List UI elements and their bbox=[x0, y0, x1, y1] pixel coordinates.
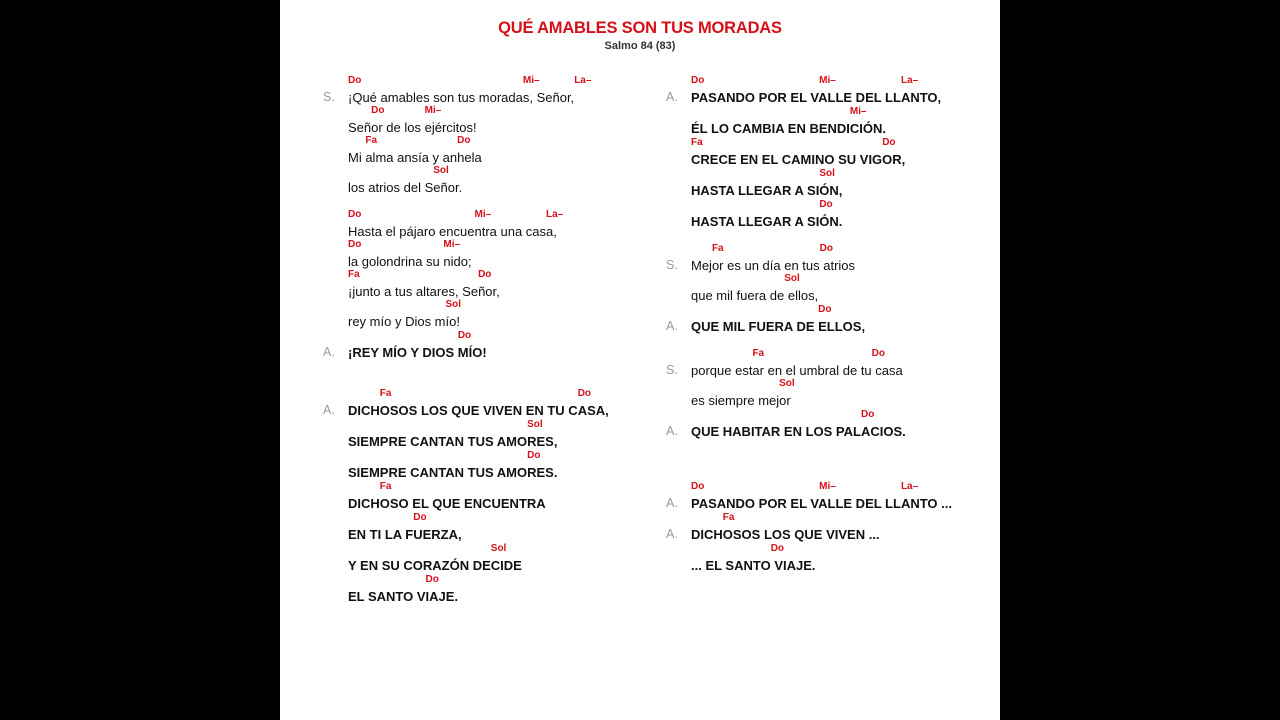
lyric-text: DICHOSOS LOS QUE VIVEN EN TU CASA, bbox=[348, 403, 609, 418]
lyric-text: PASANDO POR EL VALLE DEL LLANTO ... bbox=[691, 496, 952, 511]
lyric-text: PASANDO POR EL VALLE DEL LLANTO, bbox=[691, 90, 942, 105]
lyric-text: DICHOSO EL QUE ENCUENTRA bbox=[348, 496, 546, 511]
lyric-text: EL SANTO VIAJE. bbox=[348, 589, 459, 604]
chord-label: Fa bbox=[379, 481, 392, 492]
lyric-text: ... EL SANTO VIAJE. bbox=[691, 558, 816, 573]
chord-label: Do bbox=[882, 137, 896, 148]
chord-label: Fa bbox=[348, 269, 360, 280]
chord-label: Mi– bbox=[424, 105, 442, 116]
chord-label: Sol bbox=[819, 168, 835, 179]
chord-label: La– bbox=[546, 209, 564, 220]
lyric-text: SIEMPRE CANTAN TUS AMORES, bbox=[348, 434, 558, 449]
chord-label: Sol bbox=[445, 299, 462, 310]
lyric-text: Señor de los ejércitos! bbox=[348, 120, 477, 135]
chord-label: Fa bbox=[752, 348, 765, 359]
lyric-text: ÉL LO CAMBIA EN BENDICIÓN. bbox=[691, 121, 887, 136]
lyric-text: Y EN SU CORAZÓN DECIDE bbox=[348, 558, 522, 573]
chord-label: Do bbox=[577, 388, 592, 399]
chord-label: Mi– bbox=[849, 106, 867, 117]
role-marker: A. bbox=[323, 403, 335, 417]
lyric-text: CRECE EN EL CAMINO SU VIGOR, bbox=[691, 152, 906, 167]
lyric-text: la golondrina su nido; bbox=[348, 254, 472, 269]
chord-label: Do bbox=[371, 105, 385, 116]
role-marker: A. bbox=[666, 496, 678, 510]
chord-label: Mi– bbox=[819, 75, 836, 86]
chord-label: Do bbox=[348, 239, 362, 250]
lyric-text: que mil fuera de ellos, bbox=[691, 288, 819, 303]
chord-label: Mi– bbox=[443, 239, 461, 250]
song-subtitle: Salmo 84 (83) bbox=[604, 40, 676, 52]
chord-label: Do bbox=[691, 481, 705, 492]
chord-label: Sol bbox=[433, 165, 449, 176]
chord-label: Fa bbox=[365, 135, 378, 146]
chord-label: Fa bbox=[711, 243, 724, 254]
chord-label: Mi– bbox=[474, 209, 492, 220]
role-marker: A. bbox=[666, 319, 678, 333]
lyric-text: ¡junto a tus altares, Señor, bbox=[348, 284, 500, 299]
chord-label: Do bbox=[819, 243, 833, 254]
chord-label: Do bbox=[819, 199, 833, 210]
chord-label: Do bbox=[478, 269, 492, 280]
role-marker: A. bbox=[666, 424, 678, 438]
lyric-text: porque estar en el umbral de tu casa bbox=[691, 363, 903, 378]
song-title: QUÉ AMABLES SON TUS MORADAS bbox=[498, 19, 782, 37]
chord-label: Do bbox=[348, 75, 362, 86]
role-marker: A. bbox=[666, 527, 678, 541]
lyric-text: ¡Qué amables son tus moradas, Señor, bbox=[348, 90, 575, 105]
lyric-text: SIEMPRE CANTAN TUS AMORES. bbox=[348, 465, 558, 480]
role-marker: S. bbox=[323, 90, 335, 104]
lyric-text: DICHOSOS LOS QUE VIVEN ... bbox=[691, 527, 880, 542]
lyric-text: los atrios del Señor. bbox=[348, 180, 463, 195]
chord-label: Mi– bbox=[522, 75, 540, 86]
role-marker: A. bbox=[323, 345, 335, 359]
chord-label: Do bbox=[457, 135, 471, 146]
lyric-text: HASTA LLEGAR A SIÓN. bbox=[691, 214, 843, 229]
lyric-text: QUE HABITAR EN LOS PALACIOS. bbox=[691, 424, 906, 439]
chord-label: Fa bbox=[379, 388, 392, 399]
chord-label: Sol bbox=[784, 273, 800, 284]
chord-label: Do bbox=[425, 574, 439, 585]
chord-label: Do bbox=[871, 348, 886, 359]
chord-label: Do bbox=[860, 409, 875, 420]
lyric-text: QUE MIL FUERA DE ELLOS, bbox=[691, 319, 866, 334]
chord-label: Fa bbox=[691, 137, 703, 148]
chord-label: Sol bbox=[527, 419, 543, 430]
chord-label: Do bbox=[770, 543, 785, 554]
chord-label: La– bbox=[574, 75, 592, 86]
chord-label: Fa bbox=[722, 512, 735, 523]
chord-label: La– bbox=[900, 481, 919, 492]
chord-label: Mi– bbox=[819, 481, 836, 492]
chord-label: Do bbox=[457, 330, 472, 341]
role-marker: A. bbox=[666, 90, 678, 104]
chord-label: Sol bbox=[490, 543, 507, 554]
lyric-text: rey mío y Dios mío! bbox=[348, 314, 460, 329]
lyric-text: Hasta el pájaro encuentra una casa, bbox=[348, 224, 557, 239]
lyric-text: Mi alma ansía y anhela bbox=[348, 150, 482, 165]
lyric-text: HASTA LLEGAR A SIÓN, bbox=[691, 183, 843, 198]
lyric-text: EN TI LA FUERZA, bbox=[348, 527, 462, 542]
song-sheet bbox=[280, 0, 1000, 720]
chord-label: Do bbox=[818, 304, 832, 315]
chord-label: Do bbox=[413, 512, 427, 523]
chord-label: La– bbox=[900, 75, 919, 86]
lyric-text: ¡REY MÍO Y DIOS MÍO! bbox=[348, 345, 487, 360]
chord-label: Do bbox=[691, 75, 705, 86]
chord-label: Sol bbox=[779, 378, 795, 389]
lyric-text: Mejor es un día en tus atrios bbox=[691, 258, 856, 273]
chord-label: Do bbox=[348, 209, 362, 220]
lyric-text: es siempre mejor bbox=[691, 393, 791, 408]
role-marker: S. bbox=[666, 363, 678, 377]
role-marker: S. bbox=[666, 258, 678, 272]
chord-label: Do bbox=[527, 450, 541, 461]
